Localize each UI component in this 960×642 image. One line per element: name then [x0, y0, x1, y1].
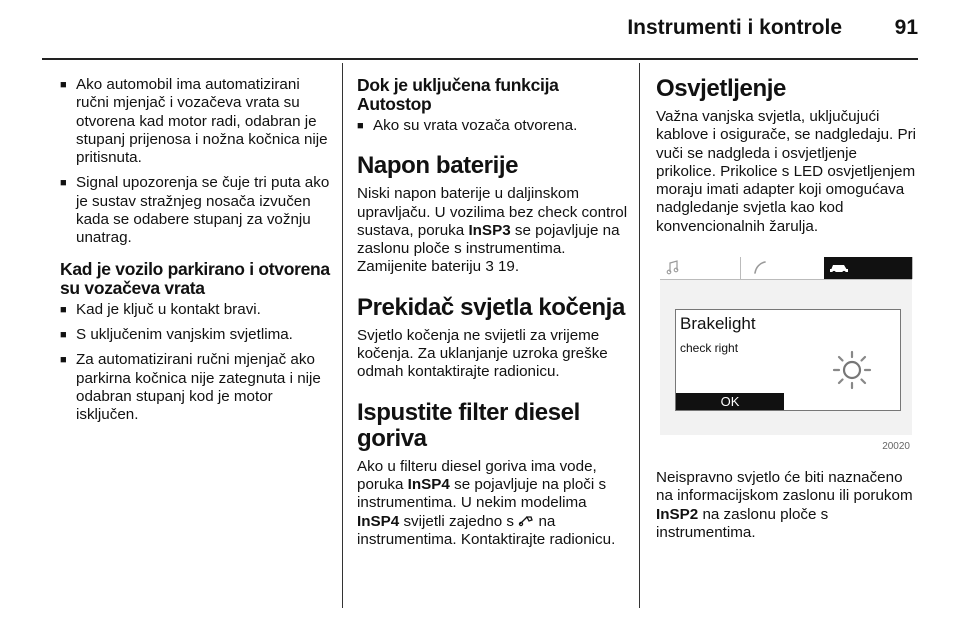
ok-button: OK	[676, 393, 784, 410]
brake-paragraph: Svjetlo kočenja ne svijetli za vrijeme kočenja. Za uklanjanje uzroka greške odmah kontaktirajte radionicu.	[357, 326, 608, 381]
car-icon	[829, 261, 849, 275]
service-wrench-icon	[518, 515, 534, 527]
code-insp4: InSP4	[357, 512, 400, 530]
music-note-icon	[666, 260, 680, 276]
list-item: ■ Za automatizirani ručni mjenjač ako parkirna kočnica nije zategnuta i nije odabran stupanj kod je motor isključen.	[60, 351, 335, 424]
section-heading-brakelight-switch: Prekidač svjetla kočenja	[357, 293, 625, 321]
list-item: ■ S uključenim vanjskim svjetlima.	[60, 326, 335, 344]
display-tab-phone	[740, 257, 825, 279]
lighting-paragraph: Važna vanjska svjetla, uključujući kablove i osigurače, se nadgledaju. Pri vuči se nadgleda i osvjetljenje prikolice. Prikolice s LED osvjetljenjem moraju imati adapter koji omogućava nadgledanje svjetla kao kod konvencionalnih žarulja.	[656, 108, 917, 235]
header-rule	[42, 58, 918, 60]
message-box	[675, 309, 901, 411]
bullet-list-top	[60, 76, 335, 248]
figure-id: 20020	[882, 440, 910, 452]
bullet-list-bottom	[60, 301, 335, 425]
diesel-paragraph: Ako u filteru diesel goriva ima vode, poruka InSP4 se pojavljuje na ploči s instrumentima. U nekim modelima InSP4 svijetli zajedno s na instrumentima. Kontaktirajte radionicu.	[357, 457, 616, 548]
message-subtitle: check right	[680, 341, 739, 356]
header-title: Instrumenti i kontrole	[627, 16, 842, 39]
list-item: ■ Ako su vrata vozača otvorena.	[357, 117, 632, 135]
section-heading-diesel-filter: Ispustite filter diesel goriva	[357, 398, 580, 452]
column-1	[60, 76, 335, 431]
display-tab-vehicle	[824, 257, 913, 279]
bulb-warning-icon	[831, 349, 873, 391]
faulty-light-paragraph: Neispravno svjetlo će biti naznačeno na informacijskom zaslonu ili porukom InSP2 na zaslonu ploče s instrumentima.	[656, 469, 913, 541]
page-header	[0, 0, 960, 60]
list-item: ■ Ako automobil ima automatizirani ručni mjenjač i vozačeva vrata su otvorena kad motor radi, odabran je stupanj prijenosa i nožna kočnica nije pritisnuta.	[60, 76, 335, 167]
section-heading-battery: Napon baterije	[357, 152, 519, 180]
phone-icon	[752, 260, 768, 276]
message-title: Brakelight	[680, 314, 756, 334]
autostop-list	[357, 117, 632, 135]
code-insp4: InSP4	[407, 475, 450, 493]
info-display-figure	[660, 257, 912, 452]
section-heading-parked: Kad je vozilo parkirano i otvorena su vozačeva vrata	[60, 258, 330, 298]
battery-paragraph: Niski napon baterije u daljinskom upravljaču. U vozilima bez check control sustava, poruka InSP3 se pojavljuje na zaslonu ploče s instrumentima. Zamijenite bateriju 3 19.	[357, 185, 628, 276]
column-divider-2	[639, 63, 640, 608]
display-tab-audio	[660, 257, 741, 279]
section-heading-lighting: Osvjetljenje	[656, 75, 786, 102]
page-reference: 3 19.	[485, 258, 520, 276]
code-insp2: InSP2	[656, 505, 699, 523]
page-number: 91	[894, 16, 918, 39]
display-tab-bar	[660, 257, 912, 280]
list-item: ■ Kad je ključ u kontakt bravi.	[60, 301, 335, 319]
column-3	[656, 76, 921, 542]
section-heading-autostop: Dok je uključena funkcija Autostop	[357, 75, 559, 114]
code-insp3: InSP3	[468, 221, 511, 239]
column-2	[357, 76, 632, 549]
list-item: ■ Signal upozorenja se čuje tri puta ako je sustav stražnjeg nosača izvučen kada se odabere stupanj za vožnju unatrag.	[60, 174, 335, 247]
column-divider-1	[342, 63, 343, 608]
